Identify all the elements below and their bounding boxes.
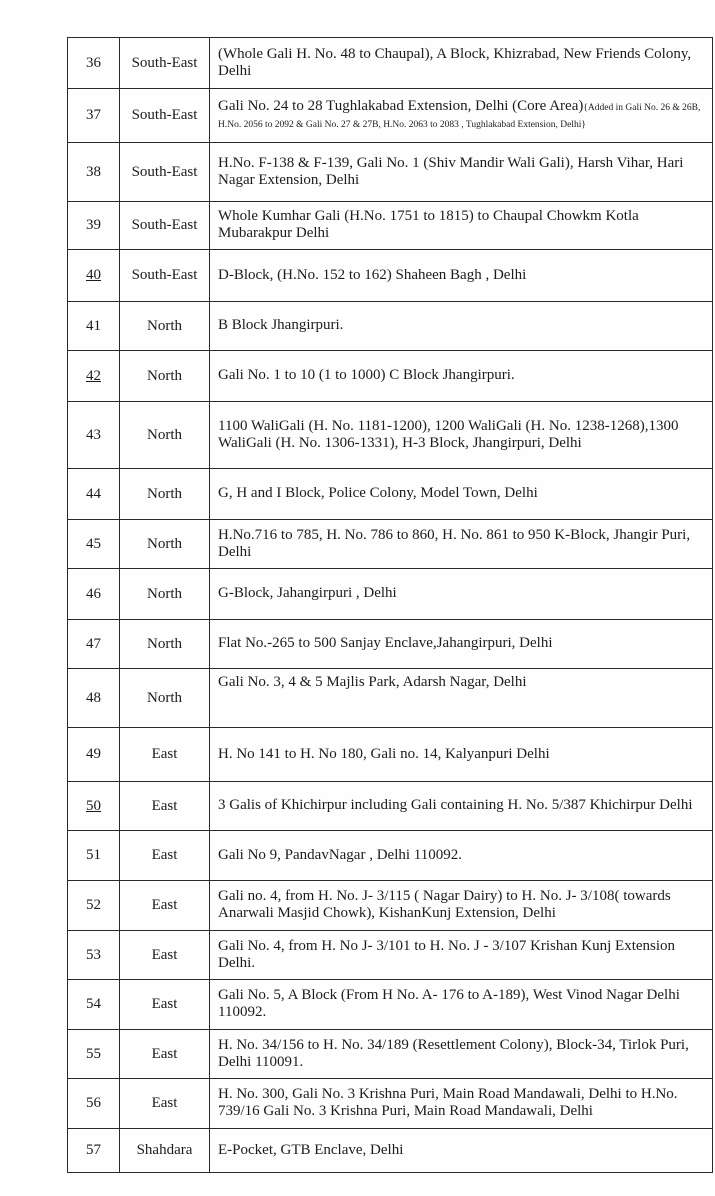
district-name: East [151,797,178,814]
containment-area-cell [210,931,713,980]
table-row [68,620,713,669]
serial-number: 45 [86,535,101,552]
serial-number: 55 [86,1045,101,1062]
table-row [68,881,713,931]
table-row [68,469,713,520]
district-cell [120,1079,210,1129]
district-name: East [151,996,178,1012]
district-name: East [151,946,178,963]
containment-area-cell [210,669,713,728]
table-row [68,980,713,1030]
serial-number-cell [68,669,120,728]
district-name: East [151,847,178,863]
containment-area-cell [210,831,713,881]
area-text: Gali No 9, PandavNagar , Delhi 110092. [218,846,462,863]
district-cell [120,980,210,1030]
district-name: South-East [131,107,198,123]
serial-number-cell [68,250,120,302]
district-cell [120,881,210,931]
table-body [68,38,713,1173]
area-text: 1100 WaliGali (H. No. 1181-1200), 1200 WaliGali (H. No. 1238-1268),1300 WaliGali (H. No. 1306-1331), H-3 Block, Jhangirpuri, Delhi [218,417,679,451]
serial-number-cell [68,728,120,782]
area-text: Flat No.-265 to 500 Sanjay Enclave,Jahangirpuri, Delhi [218,635,553,651]
district-cell [120,669,210,728]
table-row [68,38,713,89]
serial-number: 52 [86,897,101,913]
district-cell [120,469,210,520]
district-name: North [147,426,182,443]
containment-area-cell [210,143,713,202]
serial-number-cell [68,351,120,402]
district-name: North [147,367,182,384]
district-cell [120,728,210,782]
area-text: B Block Jhangirpuri. [218,317,344,333]
serial-number: 56 [86,1095,101,1111]
serial-number-cell [68,1129,120,1173]
containment-area-cell [210,782,713,831]
containment-area-cell [210,1079,713,1129]
serial-number: 49 [86,746,101,762]
serial-number: 39 [86,217,101,233]
area-text: G, H and I Block, Police Colony, Model Town, Delhi [218,485,538,501]
serial-number-cell [68,38,120,89]
serial-number-cell [68,469,120,520]
serial-number: 36 [86,54,101,71]
table-row [68,1030,713,1079]
containment-area-cell [210,38,713,89]
district-cell [120,931,210,980]
serial-number: 54 [86,996,101,1012]
district-cell [120,302,210,351]
containment-area-cell [210,520,713,569]
district-cell [120,402,210,469]
district-cell [120,202,210,250]
area-text: Gali No. 3, 4 & 5 Majlis Park, Adarsh Nagar, Delhi [218,674,527,690]
district-name: North [147,535,182,552]
area-text: H. No. 34/156 to H. No. 34/189 (Resettlement Colony), Block-34, Tirlok Puri, Delhi 110091. [218,1036,689,1070]
serial-number-cell [68,782,120,831]
table-row [68,931,713,980]
table-row [68,831,713,881]
district-name: East [151,746,178,762]
serial-number-cell [68,1030,120,1079]
district-cell [120,520,210,569]
district-name: South-East [131,217,198,233]
district-name: North [147,585,182,602]
serial-number: 44 [86,485,101,502]
serial-number-cell [68,89,120,143]
table-row [68,89,713,143]
table-row [68,250,713,302]
area-text: H.No.716 to 785, H. No. 786 to 860, H. No. 861 to 950 K-Block, Jhangir Puri, Delhi [218,526,691,560]
containment-zone-table [67,37,713,1173]
area-text: Gali No. 1 to 10 (1 to 1000) C Block Jhangirpuri. [218,367,515,383]
district-name: North [147,689,182,706]
table-row [68,728,713,782]
containment-area-cell [210,89,713,143]
serial-number-cell [68,202,120,250]
serial-number: 43 [86,426,101,443]
containment-area-cell [210,569,713,620]
area-text: G-Block, Jahangirpuri , Delhi [218,585,397,601]
containment-area-cell [210,728,713,782]
district-cell [120,351,210,402]
district-cell [120,250,210,302]
serial-number: 46 [86,585,101,602]
table-row [68,1079,713,1129]
district-name: North [147,635,182,652]
serial-number: 48 [86,689,101,706]
area-note: {Added in Gali No. 26 & 26B, H.No. 2056 to 2092 & Gali No. 27 & 27B, H.No. 2063 to 2083 , Tughlakabad Extension, Delhi} [218,103,701,130]
table-row [68,143,713,202]
district-name: East [151,897,178,913]
table-row [68,351,713,402]
area-text: Whole Kumhar Gali (H.No. 1751 to 1815) to Chaupal Chowkm Kotla Mubarakpur Delhi [218,208,639,241]
area-text: H.No. F-138 & F-139, Gali No. 1 (Shiv Mandir Wali Gali), Harsh Vihar, Hari Nagar Extension, Delhi [218,154,684,188]
district-cell [120,1129,210,1173]
serial-number: 42 [86,367,101,384]
serial-number-cell [68,931,120,980]
area-text: Gali No. 5, A Block (From H No. A- 176 to A-189), West Vinod Nagar Delhi 110092. [218,987,680,1020]
table-row [68,569,713,620]
area-text: D-Block, (H.No. 152 to 162) Shaheen Bagh , Delhi [218,266,527,283]
area-text: H. No. 300, Gali No. 3 Krishna Puri, Main Road Mandawali, Delhi to H.No. 739/16 Gali No. 3 Krishna Puri, Main Road Mandawali, Delhi [218,1086,678,1119]
district-cell [120,569,210,620]
containment-area-cell [210,1030,713,1079]
area-text: Gali No. 24 to 28 Tughlakabad Extension, Delhi (Core Area) [218,98,584,114]
serial-number: 40 [86,267,101,283]
table-row [68,202,713,250]
district-cell [120,1030,210,1079]
area-text: E-Pocket, GTB Enclave, Delhi [218,1141,404,1158]
serial-number: 47 [86,635,101,652]
serial-number: 53 [86,946,101,963]
area-text: (Whole Gali H. No. 48 to Chaupal), A Block, Khizrabad, New Friends Colony, Delhi [218,45,692,79]
area-text: Gali no. 4, from H. No. J- 3/115 ( Nagar Dairy) to H. No. J- 3/108( towards Anarwali Masjid Chowk), KishanKunj Extension, Delhi [218,888,671,921]
area-text: 3 Galis of Khichirpur including Gali containing H. No. 5/387 Khichirpur Delhi [218,797,693,813]
containment-area-cell [210,202,713,250]
district-cell [120,89,210,143]
district-cell [120,620,210,669]
serial-number-cell [68,302,120,351]
serial-number: 41 [86,317,101,334]
table-row [68,1129,713,1173]
district-name: North [147,317,182,334]
containment-area-cell [210,402,713,469]
serial-number-cell [68,620,120,669]
district-name: East [151,1095,178,1111]
containment-area-cell [210,980,713,1030]
serial-number-cell [68,1079,120,1129]
table-row [68,520,713,569]
containment-area-cell [210,302,713,351]
containment-area-cell [210,620,713,669]
serial-number: 37 [86,107,101,123]
serial-number-cell [68,143,120,202]
table-row [68,402,713,469]
containment-area-cell [210,881,713,931]
district-name: Shahdara [136,1142,193,1158]
containment-area-cell [210,1129,713,1173]
serial-number-cell [68,881,120,931]
serial-number-cell [68,520,120,569]
serial-number-cell [68,831,120,881]
table-row [68,782,713,831]
district-name: North [147,485,182,502]
serial-number: 38 [86,163,101,180]
area-text: Gali No. 4, from H. No J- 3/101 to H. No. J - 3/107 Krishan Kunj Extension Delhi. [218,937,676,971]
district-name: South-East [131,267,198,283]
district-name: South-East [131,54,198,71]
district-name: South-East [131,163,198,180]
serial-number: 57 [86,1142,101,1158]
district-cell [120,143,210,202]
serial-number: 50 [86,797,101,814]
table-row [68,669,713,728]
serial-number-cell [68,980,120,1030]
table-row [68,302,713,351]
district-cell [120,831,210,881]
serial-number-cell [68,402,120,469]
serial-number: 51 [86,847,101,863]
containment-area-cell [210,250,713,302]
containment-area-cell [210,469,713,520]
district-cell [120,38,210,89]
serial-number-cell [68,569,120,620]
area-text: H. No 141 to H. No 180, Gali no. 14, Kalyanpuri Delhi [218,745,550,762]
district-cell [120,782,210,831]
containment-area-cell [210,351,713,402]
district-name: East [151,1045,178,1062]
